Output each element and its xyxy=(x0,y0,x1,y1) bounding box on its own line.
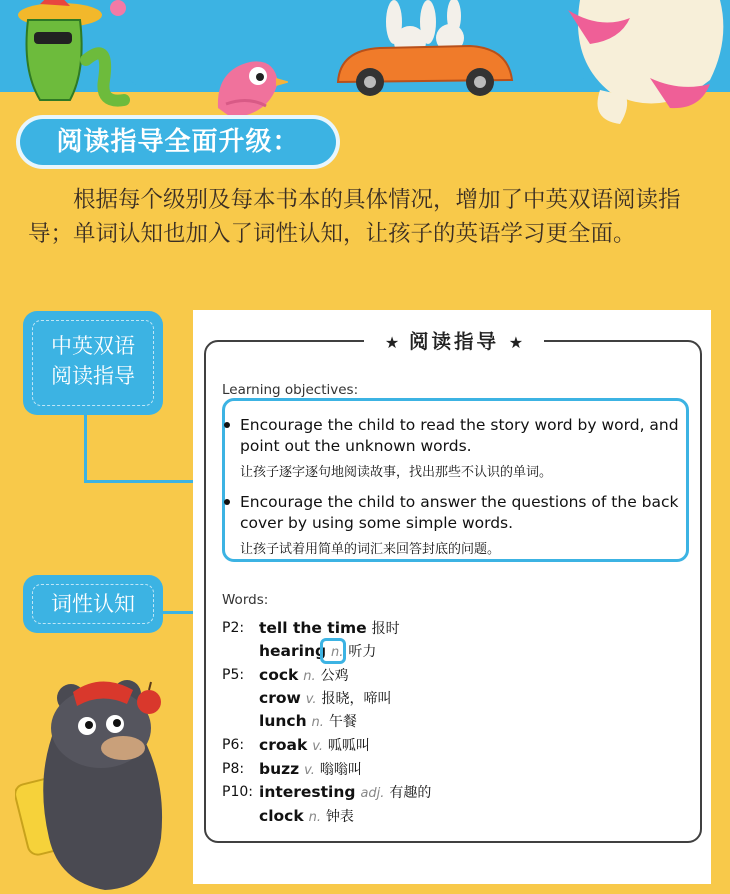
word: crow xyxy=(259,689,301,707)
part-of-speech: n. xyxy=(308,810,321,825)
page-number: P8: xyxy=(222,761,245,777)
word: lunch xyxy=(259,712,307,730)
star-icon: ★ xyxy=(384,333,400,352)
part-of-speech-highlight-box xyxy=(320,638,346,664)
part-of-speech: v. xyxy=(305,692,317,707)
bullet-dot-icon xyxy=(224,422,230,428)
objective-english: Encourage the child to read the story word by word, and point out the unknown words. xyxy=(240,416,679,455)
word: buzz xyxy=(259,760,300,778)
word-translation: 午餐 xyxy=(328,714,357,730)
part-of-speech: v. xyxy=(312,739,323,754)
cactus-character-illustration xyxy=(0,0,150,110)
page-number: P5: xyxy=(222,667,245,683)
word-translation: 报时 xyxy=(371,621,400,637)
star-icon: ★ xyxy=(508,333,524,352)
bilingual-guide-tag xyxy=(23,311,163,415)
bear-with-backpack-illustration xyxy=(15,668,185,894)
word: interesting xyxy=(259,783,356,801)
objective-chinese: 让孩子试着用简单的词汇来回答封底的问题。 xyxy=(240,542,501,557)
rabbits-in-orange-car-illustration xyxy=(330,0,520,96)
word-translation: 听力 xyxy=(348,644,377,660)
word-translation: 嗡嗡叫 xyxy=(319,762,362,778)
word-translation: 钟表 xyxy=(325,809,354,825)
objective-english: Encourage the child to answer the questions of the back cover by using some simple words. xyxy=(240,493,679,532)
pink-bird-illustration xyxy=(208,48,288,124)
word: hearing xyxy=(259,642,327,660)
reading-guide-title xyxy=(364,327,544,357)
word: cock xyxy=(259,666,299,684)
tag-line: 阅读指导 xyxy=(51,364,135,388)
part-of-speech: n. xyxy=(331,645,344,660)
intro-paragraph: 根据每个级别及每本书本的具体情况，增加了中英双语阅读指导；单词认知也加入了词性认知，让孩子的英语学习更全面。 xyxy=(28,187,681,247)
part-of-speech: v. xyxy=(304,763,315,778)
objective-chinese: 让孩子逐字逐句地阅读故事，找出那些不认识的单词。 xyxy=(240,465,553,480)
reading-guide-title-text: 阅读指导 xyxy=(408,330,499,353)
page-number: P6: xyxy=(222,737,245,753)
tag-line: 中英双语 xyxy=(51,334,135,358)
word-translation: 公鸡 xyxy=(320,668,349,684)
part-of-speech-tag xyxy=(23,575,163,633)
part-of-speech: adj. xyxy=(360,786,385,801)
connector-line xyxy=(84,415,87,483)
pink-pig-character-illustration xyxy=(560,0,730,130)
part-of-speech: n. xyxy=(303,669,316,684)
word-translation: 呱呱叫 xyxy=(327,738,370,754)
tag-label: 词性认知 xyxy=(51,592,135,616)
word: clock xyxy=(259,807,304,825)
bullet-dot-icon xyxy=(224,499,230,505)
part-of-speech: n. xyxy=(311,715,324,730)
section-heading: 阅读指导全面升级： xyxy=(20,119,336,165)
word-translation: 有趣的 xyxy=(389,785,432,801)
words-label: Words: xyxy=(222,592,269,608)
learning-objectives-label: Learning objectives: xyxy=(222,382,359,398)
page-number: P2: xyxy=(222,620,245,636)
word-translation: 报晓，啼叫 xyxy=(321,691,392,707)
page-number: P10: xyxy=(222,784,253,800)
word: tell the time xyxy=(259,619,367,637)
word: croak xyxy=(259,736,308,754)
